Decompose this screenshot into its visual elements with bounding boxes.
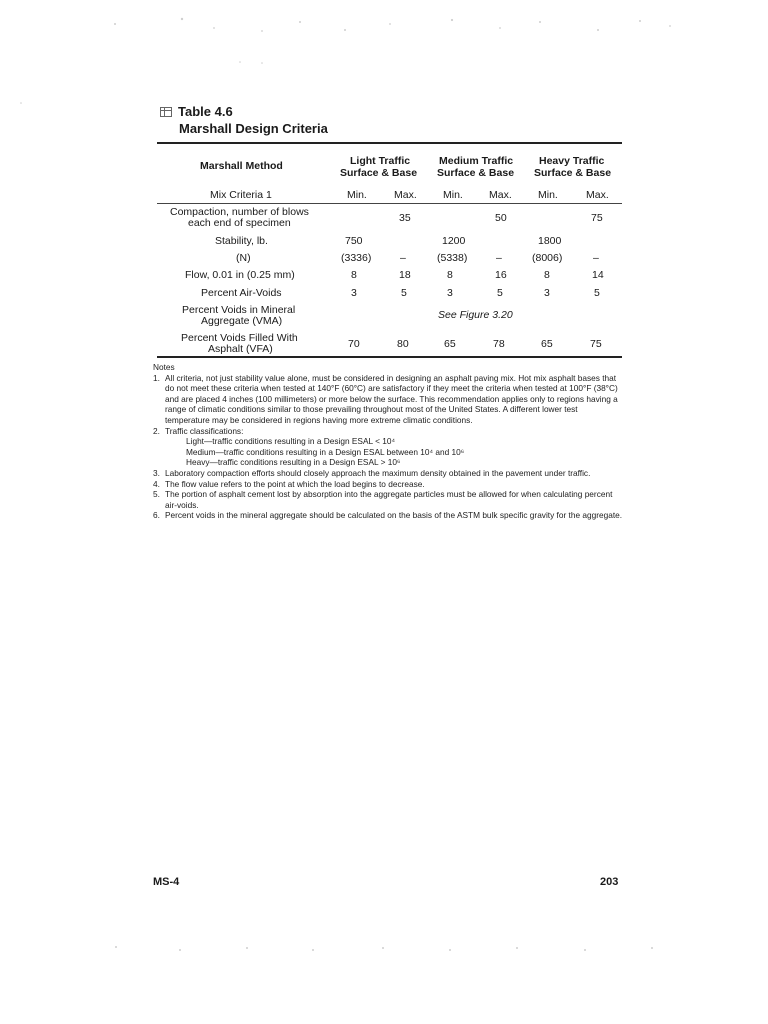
row-label-flow: Flow, 0.01 in (0.25 mm) [185, 269, 295, 281]
header-max: Max. [586, 189, 609, 201]
row-label-compaction: Compaction, number of blows [170, 206, 309, 218]
cell-newtons-light-max: – [400, 252, 406, 264]
cell-newtons-heavy-min: (8006) [532, 252, 563, 264]
header-group-light: Light Traffic [350, 155, 411, 167]
cell-stability-medium-min: 1200 [442, 235, 466, 247]
table-number: Table 4.6 [178, 104, 233, 119]
cell-flow-medium-min: 8 [447, 269, 453, 281]
row-label-vma-2: Aggregate (VMA) [201, 315, 283, 327]
cell-flow-medium-max: 16 [495, 269, 507, 281]
note-number: 1. [153, 372, 160, 383]
row-label-compaction-2: each end of specimen [188, 217, 291, 229]
header-group-heavy: Heavy Traffic [539, 155, 605, 167]
header-sub-medium: Surface & Base [437, 167, 515, 179]
cell-vfa-heavy-min: 65 [541, 338, 553, 350]
notes-title: Notes [153, 362, 175, 372]
cell-air-light-max: 5 [401, 287, 407, 299]
header-min: Min. [347, 189, 367, 201]
note-item [153, 489, 623, 510]
note-number: 3. [153, 467, 160, 478]
cell-vfa-light-max: 80 [397, 338, 409, 350]
table-top-rule [157, 142, 622, 144]
note-text: The portion of asphalt cement lost by absorption into the aggregate particles must be allowed for when calculating percent air-voids. [165, 489, 613, 510]
cell-flow-light-max: 18 [399, 269, 411, 281]
row-label-vma: Percent Voids in Mineral [182, 304, 296, 316]
table-bottom-rule [157, 356, 622, 358]
traffic-class-medium: Medium—traffic conditions resulting in a Design ESAL between 10⁴ and 10⁶ [186, 446, 465, 457]
note-number: 2. [153, 425, 160, 436]
table-title: Marshall Design Criteria [179, 121, 328, 136]
page-number: 203 [600, 876, 619, 888]
table-header-rule [157, 203, 622, 204]
note-text: The flow value refers to the point at which the load begins to decrease. [165, 478, 425, 489]
traffic-class-heavy: Heavy—traffic conditions resulting in a Design ESAL > 10⁶ [186, 457, 401, 468]
cell-flow-light-min: 8 [351, 269, 357, 281]
cell-compaction-light-max: 35 [399, 212, 411, 224]
cell-newtons-heavy-max: – [593, 252, 599, 264]
note-item [153, 373, 623, 426]
cell-compaction-medium-max: 50 [495, 212, 507, 224]
cell-vfa-medium-min: 65 [444, 338, 456, 350]
header-sub-heavy: Surface & Base [534, 167, 612, 179]
row-label-vfa-2: Asphalt (VFA) [208, 343, 273, 355]
row-label-stability: Stability, lb. [215, 235, 268, 247]
header-min: Min. [443, 189, 463, 201]
note-text: Laboratory compaction efforts should closely approach the maximum density obtained in the pavement under traffic. [165, 467, 591, 478]
cell-stability-heavy-min: 1800 [538, 235, 562, 247]
row-label-air-voids: Percent Air-Voids [201, 287, 282, 299]
header-max: Max. [489, 189, 512, 201]
cell-air-heavy-min: 3 [544, 287, 550, 299]
cell-air-light-min: 3 [351, 287, 357, 299]
note-text: Percent voids in the mineral aggregate should be calculated on the basis of the ASTM bulk specific gravity for the aggregate. [165, 510, 623, 521]
footer-publication: MS-4 [153, 876, 180, 888]
header-max: Max. [394, 189, 417, 201]
cell-newtons-medium-max: – [496, 252, 502, 264]
cell-vfa-heavy-max: 75 [590, 338, 602, 350]
header-sub-light: Surface & Base [340, 167, 418, 179]
note-item [153, 468, 623, 479]
notes-section [153, 362, 623, 521]
cell-flow-heavy-max: 14 [592, 269, 604, 281]
cell-air-medium-min: 3 [447, 287, 453, 299]
note-text: All criteria, not just stability value alone, must be considered in designing an asphalt paving mix. Hot mix asphalt bases that do not meet these criteria when tested at 140°F (60°C) are satisfactory if they meet the criteria when tested at 100°F (38°C) and are placed 4 inches (100 millimeters) or more below the surface. This recommendation applies only to regions having a range of climatic conditions similar to those prevailing throughout most of the United States. A different lower test temperature may be considered in regions having more extreme climatic conditions. [165, 372, 618, 425]
cell-air-medium-max: 5 [497, 287, 503, 299]
cell-air-heavy-max: 5 [594, 287, 600, 299]
note-number: 6. [153, 510, 160, 521]
row-label-vfa: Percent Voids Filled With [181, 332, 298, 344]
traffic-class-light: Light—traffic conditions resulting in a Design ESAL < 10⁴ [186, 436, 396, 447]
note-number: 5. [153, 489, 160, 500]
note-text: Traffic classifications: [165, 425, 244, 436]
cell-vfa-medium-max: 78 [493, 338, 505, 350]
cell-newtons-medium-min: (5338) [437, 252, 468, 264]
cell-compaction-heavy-max: 75 [591, 212, 603, 224]
header-method: Marshall Method [200, 160, 283, 172]
table-caption [160, 104, 328, 136]
note-number: 4. [153, 478, 160, 489]
cell-flow-heavy-min: 8 [544, 269, 550, 281]
header-min: Min. [538, 189, 558, 201]
cell-newtons-light-min: (3336) [341, 252, 372, 264]
cell-stability-light-min: 750 [345, 235, 363, 247]
row-label-newtons: (N) [236, 252, 251, 264]
cell-vma-see-figure: See Figure 3.20 [438, 309, 513, 321]
note-item [153, 426, 623, 437]
header-mix-criteria: Mix Criteria 1 [210, 189, 272, 201]
header-group-medium: Medium Traffic [439, 155, 514, 167]
cell-vfa-light-min: 70 [348, 338, 360, 350]
table-icon [160, 107, 172, 117]
note-item [153, 479, 623, 490]
note-item [153, 510, 623, 521]
